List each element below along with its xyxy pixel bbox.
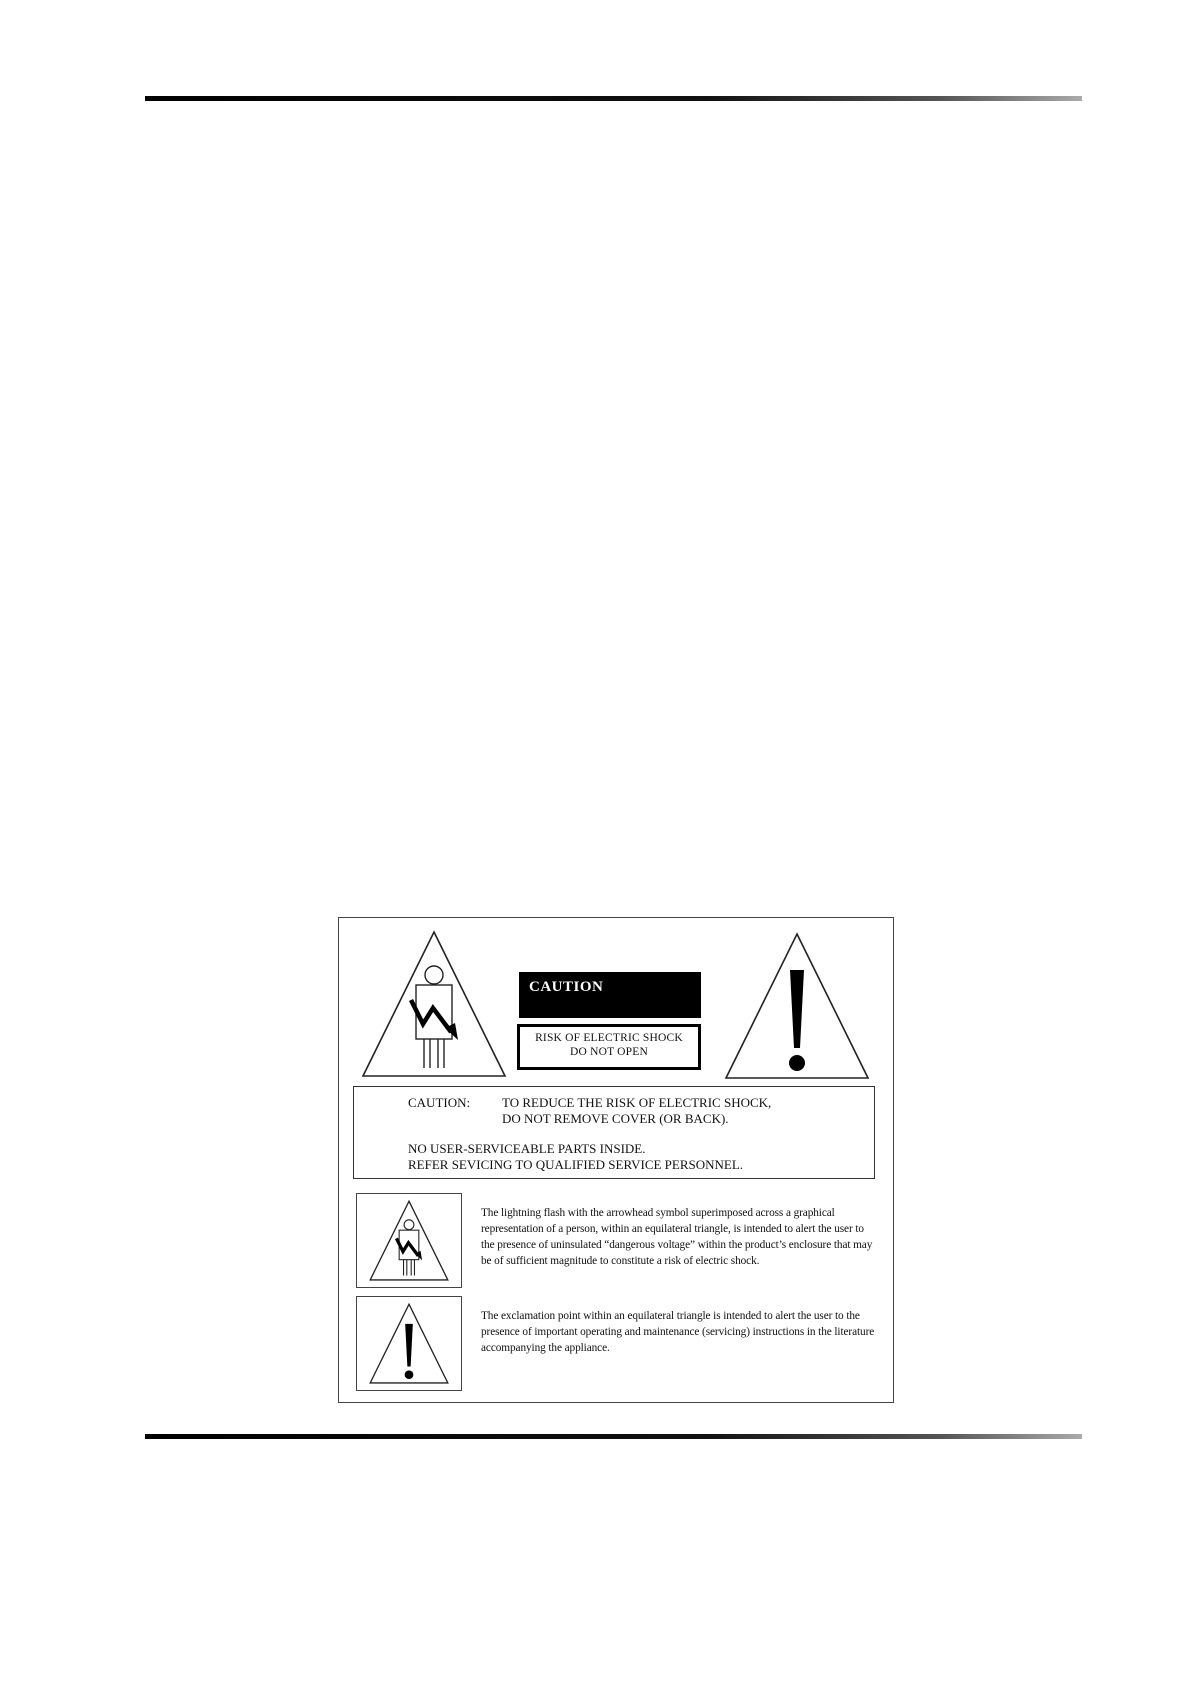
footer-rule	[145, 1434, 1082, 1439]
header-rule	[145, 96, 1082, 101]
notice-line-1: TO REDUCE THE RISK OF ELECTRIC SHOCK,	[502, 1095, 772, 1110]
exclamation-triangle-icon	[367, 1302, 451, 1384]
notice-line-4: REFER SEVICING TO QUALIFIED SERVICE PERSONNEL.	[408, 1157, 744, 1172]
exclamation-symbol-box	[356, 1296, 462, 1391]
risk-line-1: RISK OF ELECTRIC SHOCK	[535, 1032, 683, 1044]
notice-label: CAUTION:	[408, 1095, 471, 1110]
electric-shock-warning-panel	[338, 917, 894, 1403]
electric-shock-person-triangle-icon	[359, 928, 509, 1078]
shock-symbol-box	[356, 1193, 462, 1288]
risk-line-2: DO NOT OPEN	[569, 1046, 649, 1058]
exclamation-triangle-icon	[722, 930, 872, 1080]
caution-banner: CAUTION	[519, 972, 701, 1018]
notice-line-3: NO USER-SERVICEABLE PARTS INSIDE.	[408, 1141, 646, 1156]
exclamation-symbol-explanation: The exclamation point within an equilateral triangle is intended to alert the user to the presence of important operating and maintenance (servicing) instructions in the literature accompanying the appliance.	[481, 1310, 875, 1354]
lightning-symbol-explanation: The lightning flash with the arrowhead symbol superimposed across a graphical representation of a person, within an equilateral triangle, is intended to alert the user to the presence of uninsulated “dangerous voltage” within the product’s enclosure that may be of sufficient magnitude to constitute a risk of electric shock.	[481, 1207, 873, 1267]
notice-line-2: DO NOT REMOVE COVER (OR BACK).	[502, 1111, 729, 1126]
electric-shock-person-triangle-icon	[367, 1199, 451, 1281]
caution-notice-box	[353, 1086, 875, 1179]
risk-of-shock-box	[517, 1024, 701, 1070]
